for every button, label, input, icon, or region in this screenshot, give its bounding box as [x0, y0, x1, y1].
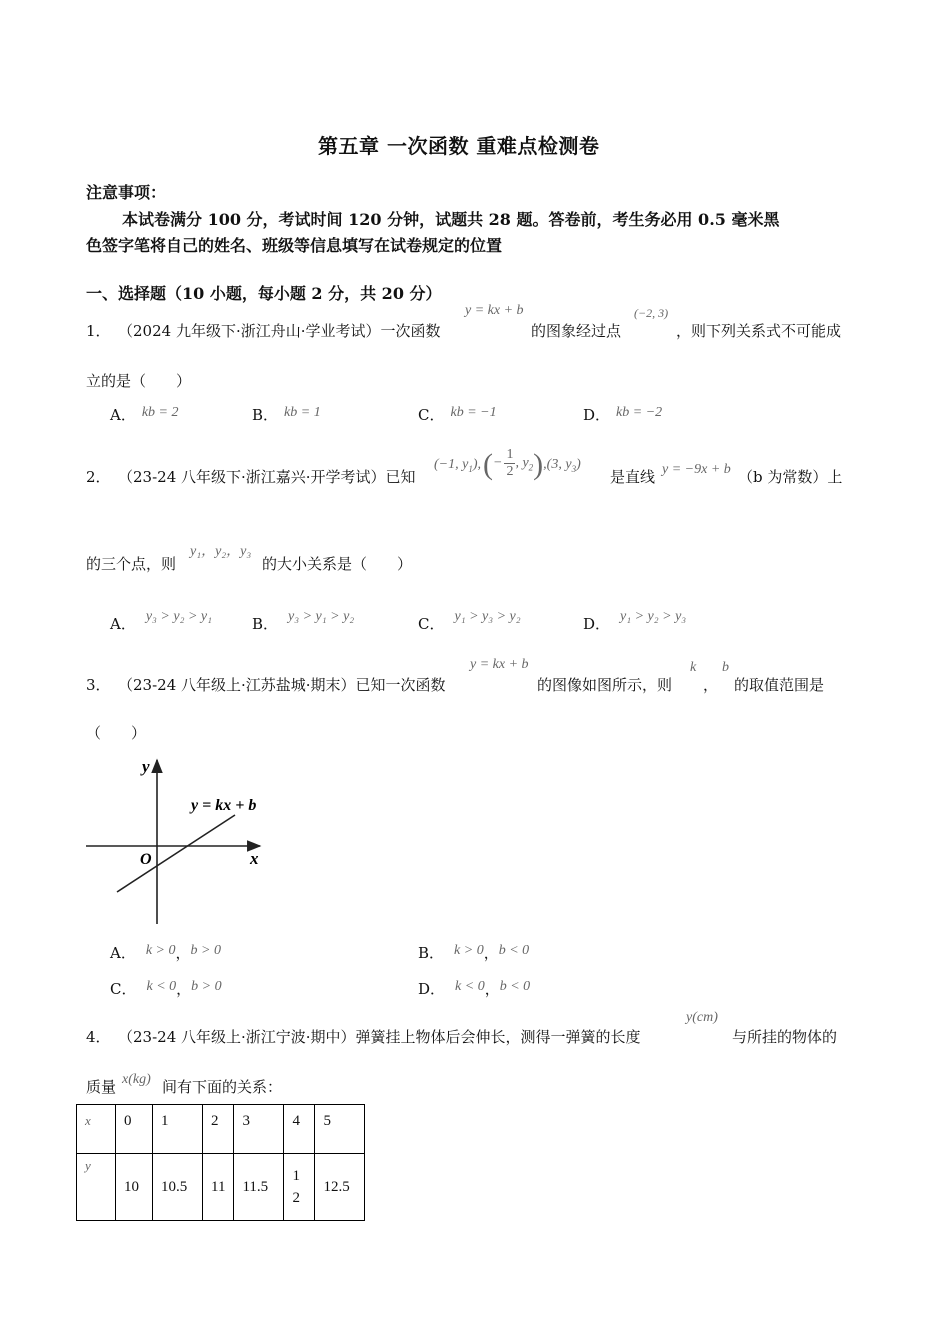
option-label: C． — [110, 980, 137, 998]
option-math-2: b < 0 — [499, 979, 531, 994]
option-math: kb = 1 — [284, 405, 321, 420]
q2-note: （b 为常数）上 — [738, 468, 843, 486]
notes-line-2: 色签字笔将自己的姓名、班级等信息填写在试卷规定的位置 — [86, 236, 503, 255]
q3-function: y = kx + b — [470, 657, 529, 672]
q1-option-a[interactable] — [110, 404, 179, 425]
q3-source: （23-24 八年级上·江苏盐城·期末）已知一次函数 — [118, 676, 446, 694]
option-label: B． — [418, 944, 445, 962]
q1-tail: ，则下列关系式不可能成 — [676, 322, 842, 340]
q2-point-2: (− $\frac{1}{2}$ , $y_2$) — [483, 446, 544, 481]
option-math: y₃ > y₂ > y₁ — [145, 609, 212, 624]
q2-option-b[interactable] — [252, 609, 355, 634]
q3-option-d[interactable] — [418, 978, 530, 999]
table-cell: 2 — [203, 1105, 234, 1154]
q1-line-2: 立的是（ ） — [86, 372, 192, 390]
x-axis-label: x — [250, 849, 259, 868]
q2-vars: y₁，y₂，y₃ — [190, 544, 252, 559]
option-label: B． — [252, 615, 279, 633]
option-math-2: b > 0 — [191, 979, 222, 994]
table-cell: 10.5 — [153, 1154, 203, 1221]
table-cell: 3 — [234, 1105, 284, 1154]
option-sep: ， — [483, 944, 499, 962]
option-math: kb = −2 — [616, 405, 663, 420]
option-sep: ， — [484, 980, 500, 998]
q3-k: k — [690, 660, 697, 675]
option-label: D． — [583, 406, 611, 424]
section-heading: 一、选择题（10 小题，每小题 2 分，共 20 分） — [86, 284, 442, 303]
option-math: y₁ > y₃ > y₂ — [454, 609, 521, 624]
q3-comma: ， — [703, 676, 719, 694]
option-label: A． — [110, 406, 136, 424]
q1-function: y = kx + b — [465, 303, 524, 318]
y-axis-label: y — [142, 757, 150, 776]
q3-b: b — [722, 660, 729, 675]
option-label: D． — [583, 615, 611, 633]
table-cell: 12.5 — [315, 1154, 365, 1221]
table-cell: 4 — [284, 1105, 315, 1154]
q2-points: (−1, $y_1),(-$ $\frac{1}{2}$ , $y_2),(3$, $y_3$) — [434, 446, 581, 481]
line-label: y = kx + b — [191, 797, 257, 814]
q1-option-b[interactable] — [252, 404, 321, 425]
q4-ycm: y(cm) — [686, 1010, 718, 1025]
table-cell: 1 — [153, 1105, 203, 1154]
table-cell: 11.5 — [234, 1154, 284, 1221]
origin-label: O — [140, 851, 152, 868]
q3-mid-text: 的图像如图所示，则 — [537, 676, 673, 694]
option-math-1: k < 0 — [455, 979, 485, 994]
q3-tail: 的取值范围是 — [734, 676, 825, 694]
q2-line-equation: y = −9x + b — [662, 462, 731, 477]
option-label: B． — [252, 406, 279, 424]
q4-xkg: x(kg) — [122, 1072, 151, 1087]
option-label: A． — [110, 615, 136, 633]
table-row-y — [77, 1154, 365, 1221]
table-cell: 11 — [203, 1154, 234, 1221]
option-math-1: k > 0 — [454, 943, 484, 958]
q4-data-table — [76, 1104, 365, 1221]
q1-source: （2024 九年级下·浙江舟山·学业考试）一次函数 — [118, 322, 441, 340]
table-cell: 0 — [116, 1105, 153, 1154]
table-cell: 5 — [315, 1105, 365, 1154]
table-cell: 1 2 — [284, 1154, 315, 1221]
q4-number: 4． — [86, 1028, 111, 1046]
q2-frac-den: 2 — [506, 463, 514, 479]
q4-tail: 与所挂的物体的 — [732, 1028, 838, 1046]
table-cell: x — [77, 1105, 116, 1154]
notes-line-1: 本试卷满分 100 分，考试时间 120 分钟，试题共 28 题。答卷前，考生务必用 0.5 毫米黑 — [122, 210, 780, 229]
option-math-2: b > 0 — [190, 943, 221, 958]
q2-line-2a: 的三个点，则 — [86, 555, 177, 573]
option-math: kb = 2 — [141, 405, 179, 420]
q1-point: (−2, 3) — [634, 306, 669, 320]
q2-mid-text: 是直线 — [610, 468, 656, 486]
q2-option-a[interactable] — [110, 609, 212, 634]
q2-point-1: (−1, $y_1$) — [434, 457, 478, 475]
page-title: 第五章 一次函数 重难点检测卷 — [318, 134, 600, 158]
option-math-1: k > 0 — [145, 943, 176, 958]
q1-mid-text: 的图象经过点 — [531, 322, 622, 340]
q4-line-2b: 间有下面的关系： — [162, 1078, 283, 1096]
q2-option-c[interactable] — [418, 609, 521, 634]
q3-option-c[interactable] — [110, 978, 222, 999]
table-cell: y — [77, 1154, 116, 1221]
q2-line-2b: 的大小关系是（ ） — [262, 555, 413, 573]
q1-number: 1． — [86, 322, 111, 340]
q2-frac-num: 1 — [506, 446, 514, 462]
option-label: C． — [418, 406, 445, 424]
q2-option-d[interactable] — [583, 609, 687, 634]
option-label: A． — [110, 944, 136, 962]
q4-source: （23-24 八年级上·浙江宁波·期中）弹簧挂上物体后会伸长，测得一弹簧的长度 — [118, 1028, 641, 1046]
q3-number: 3． — [86, 676, 111, 694]
option-label: D． — [418, 980, 446, 998]
option-math-1: k < 0 — [146, 979, 177, 994]
q2-source: （23-24 八年级下·浙江嘉兴·开学考试）已知 — [118, 468, 416, 486]
q3-line-2: （ ） — [86, 724, 147, 742]
q1-option-d[interactable] — [583, 404, 662, 425]
option-math-2: b < 0 — [498, 943, 530, 958]
q3-graph — [80, 752, 280, 932]
table-cell: 10 — [116, 1154, 153, 1221]
q1-option-c[interactable] — [418, 404, 497, 425]
function-line — [117, 815, 235, 892]
notes-heading: 注意事项： — [86, 183, 167, 202]
option-sep: ， — [175, 944, 191, 962]
option-math: y₃ > y₁ > y₂ — [288, 609, 355, 624]
option-label: C． — [418, 615, 445, 633]
q2-point-3: (3, $y_3$) — [546, 457, 581, 475]
q3-option-a[interactable] — [110, 942, 221, 963]
q2-number: 2． — [86, 468, 111, 486]
option-sep: ， — [176, 980, 192, 998]
option-math: y₁ > y₂ > y₃ — [620, 609, 687, 624]
q4-line-2a: 质量 — [86, 1078, 117, 1096]
option-math: kb = −1 — [450, 405, 497, 420]
table-row-x — [77, 1105, 365, 1154]
q3-option-b[interactable] — [418, 942, 529, 963]
